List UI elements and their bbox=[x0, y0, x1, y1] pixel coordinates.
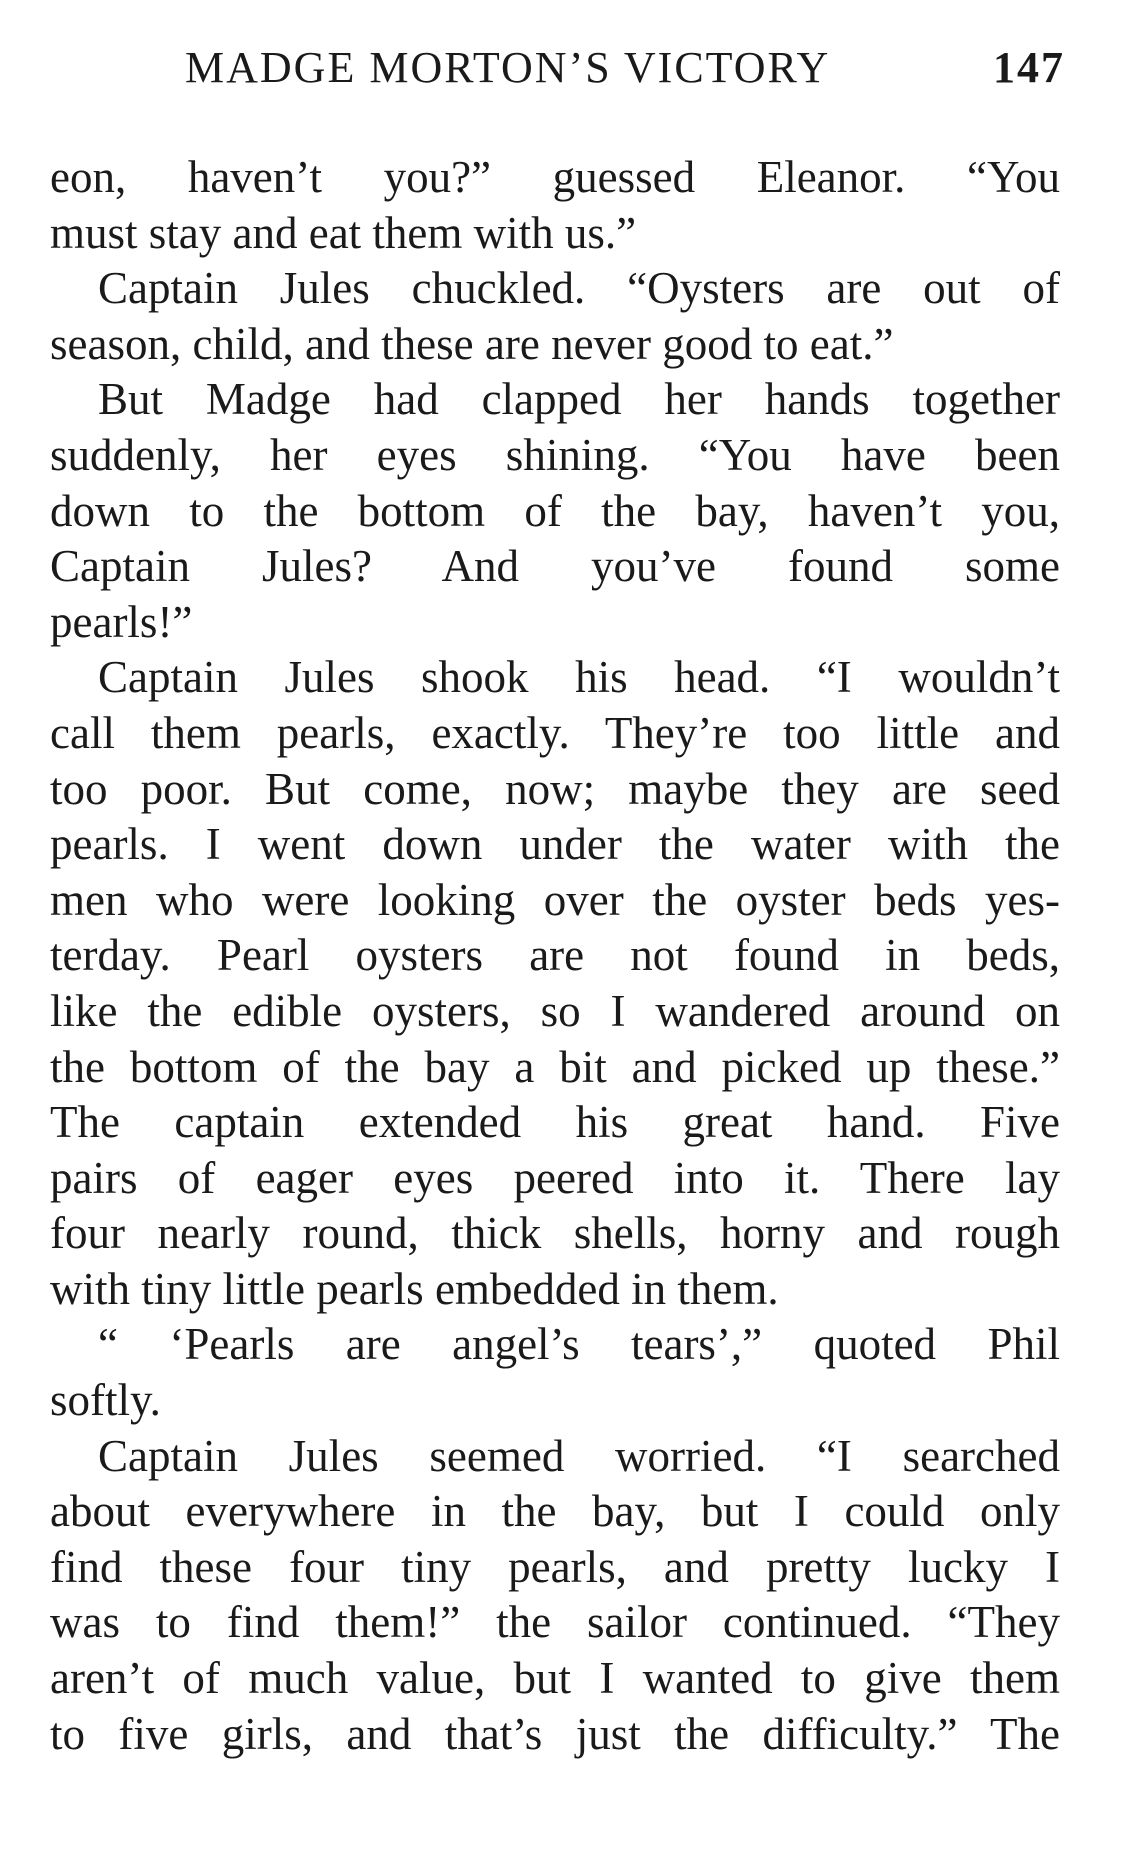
text-line: pearls!” bbox=[50, 596, 193, 647]
text-line: terday. Pearl oysters are not found in beds, bbox=[50, 930, 1060, 981]
body-text bbox=[50, 150, 1060, 1762]
text-line: The captain extended his great hand. Five bbox=[50, 1097, 1060, 1148]
text-line: Captain Jules? And you’ve found some bbox=[50, 541, 1060, 592]
text-line: find these four tiny pearls, and pretty lucky I bbox=[50, 1541, 1060, 1592]
text-line: Captain Jules chuckled. “Oysters are out of bbox=[98, 263, 1060, 314]
text-line: eon, haven’t you?” guessed Eleanor. “You bbox=[50, 152, 1060, 202]
running-title: MADGE MORTON’S VICTORY bbox=[185, 43, 831, 92]
text-line: But Madge had clapped her hands together bbox=[98, 374, 1060, 425]
text-line: like the edible oysters, so I wandered around on bbox=[50, 985, 1060, 1036]
text-line: men who were looking over the oyster beds yes- bbox=[50, 874, 1060, 925]
text-line: pairs of eager eyes peered into it. There lay bbox=[50, 1152, 1060, 1203]
running-head bbox=[185, 38, 1065, 98]
text-line: softly. bbox=[50, 1375, 161, 1426]
text-line: season, child, and these are never good to eat.” bbox=[50, 318, 894, 369]
text-line: the bottom of the bay a bit and picked up these.” bbox=[50, 1041, 1060, 1092]
text-line: was to find them!” the sailor continued. “They bbox=[50, 1597, 1060, 1648]
text-line: must stay and eat them with us.” bbox=[50, 207, 637, 258]
text-line: Captain Jules shook his head. “I wouldn’t bbox=[98, 652, 1060, 703]
text-line: Captain Jules seemed worried. “I searched bbox=[98, 1430, 1060, 1481]
text-line: down to the bottom of the bay, haven’t you, bbox=[50, 485, 1060, 536]
text-line: too poor. But come, now; maybe they are seed bbox=[50, 763, 1060, 814]
text-line: call them pearls, exactly. They’re too little and bbox=[50, 707, 1060, 758]
text-line: aren’t of much value, but I wanted to give them bbox=[50, 1653, 1060, 1704]
text-line: about everywhere in the bay, but I could only bbox=[50, 1486, 1060, 1537]
text-line: pearls. I went down under the water with the bbox=[50, 819, 1060, 870]
text-line: “ ‘Pearls are angel’s tears’,” quoted Phil bbox=[98, 1319, 1060, 1370]
page-number: 147 bbox=[993, 43, 1065, 92]
text-line: suddenly, her eyes shining. “You have been bbox=[50, 429, 1060, 480]
text-line: with tiny little pearls embedded in them. bbox=[50, 1263, 779, 1314]
text-line: to five girls, and that’s just the difficulty.” The bbox=[50, 1708, 1060, 1759]
text-line: four nearly round, thick shells, horny and rough bbox=[50, 1208, 1060, 1259]
